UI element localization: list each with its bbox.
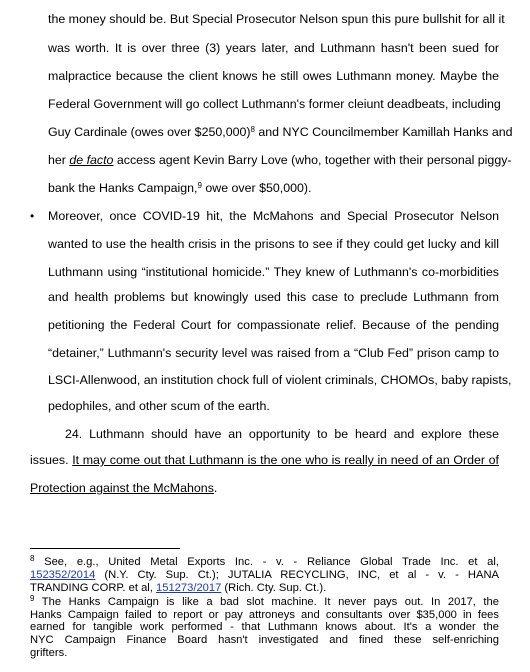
bullet-line-4: and health problems but knowingly used this case to preclude Luthmann from (48, 290, 499, 304)
footnote-8-text: See, e.g., United Metal Exports Inc. - v. - Reliance Global Trade Inc. et al, (34, 556, 499, 568)
de-facto-term: de facto (69, 153, 114, 167)
case-link-152352-2014[interactable]: 152352/2014 (30, 569, 96, 581)
body-line-2: was worth. It is over three (3) years later, and Luthmann hasn't been sued for (48, 41, 499, 55)
footnote-9-line-2: Hanks Campaign failed to report or pay attroneys and consultants over $35,000 in fees (30, 609, 499, 621)
paragraph-24-underlined-end: Protection against the McMahons (30, 481, 214, 495)
paragraph-24-line-1: 24. Luthmann should have an opportunity to be heard and explore these (65, 427, 499, 441)
body-line-7-text: bank the Hanks Campaign, (48, 181, 198, 195)
body-line-6-text-b: access agent Kevin Barry Love (who, together with their personal piggy- (113, 153, 512, 167)
body-line-4: Federal Government will go collect Luthmann's former cleiunt deadbeats, including (48, 97, 501, 111)
body-line-5-text: Guy Cardinale (owes over $250,000) (48, 125, 251, 139)
paragraph-24-period: . (213, 481, 218, 495)
paragraph-24-underlined: It may come out that Luthmann is the one who is really in need of an Order of (72, 453, 499, 467)
bullet-marker: • (30, 209, 35, 223)
footnote-9-line-3: earned for tangible work performed - that Luthmann knows about. It's a wonder the (30, 621, 499, 633)
footnote-8-line-1 (30, 556, 499, 568)
paragraph-24-line-2 (30, 453, 499, 468)
body-line-1: the money should be. But Special Prosecutor Nelson spun this pure bullshit for all it (48, 12, 505, 26)
footnote-separator (30, 548, 180, 549)
body-line-5-text-b: and NYC Councilmember Kamillah Hanks and (254, 125, 513, 139)
body-line-6-text: her (48, 153, 70, 167)
bullet-line-6: “detainer,” Luthmann's security level was raised from a “Club Fed” prison camp to (48, 346, 499, 360)
footnote-8-text-b: (N.Y. Cty. Sup. Ct.); JUTALIA RECYCLING, INC, et al - v. - HANA (95, 569, 499, 581)
footnote-9-line-1 (30, 596, 499, 608)
bullet-line-5: petitioning the Federal Court for compassionate relief. Because of the pending (48, 318, 499, 332)
footnote-8-text-d: (Rich. Cty. Sup. Ct.). (221, 582, 327, 594)
footnote-8-line-3 (30, 582, 499, 594)
bullet-line-7: LSCI-Allenwood, an institution chock full of violent criminals, CHOMOs, baby rapists, (48, 373, 512, 387)
footnote-ref-9[interactable]: 9 (197, 181, 202, 190)
body-line-7 (48, 181, 499, 196)
footnote-8-line-2 (30, 569, 499, 581)
bullet-line-1: Moreover, once COVID-19 hit, the McMahons and Special Prosecutor Nelson (48, 209, 499, 223)
bullet-line-2: wanted to use the health crisis in the prisons to see if they could get lucky and kill (48, 237, 499, 251)
body-line-7-text-b: owe over $50,000). (201, 181, 312, 195)
case-link-151273-2017[interactable]: 151273/2017 (156, 582, 222, 594)
footnote-9-line-5: grifters. (30, 647, 68, 659)
footnote-8-marker: 8 (30, 554, 35, 563)
footnote-9-marker: 9 (30, 594, 35, 603)
bullet-line-8: pedophiles, and other scum of the earth. (48, 399, 270, 413)
body-line-5 (48, 125, 513, 140)
footnote-ref-8[interactable]: 8 (250, 125, 255, 134)
footnote-8-text-c: TRANDING CORP. et al, (30, 582, 156, 594)
footnote-9-line-4: NYC Campaign Finance Board hasn't investigated and fined these self-enriching (30, 634, 499, 646)
bullet-line-3: Luthmann using “institutional homicide.” They knew of Luthmann's co-morbidities (48, 265, 499, 279)
paragraph-24-text: issues. (30, 453, 73, 467)
paragraph-24-line-3 (30, 481, 499, 496)
body-line-3: malpractice because the client knows he still owes Luthmann money. Maybe the (48, 69, 499, 83)
body-line-6 (48, 153, 512, 168)
footnote-9-text: The Hanks Campaign is like a bad slot machine. It never pays out. In 2017, the (34, 596, 499, 608)
